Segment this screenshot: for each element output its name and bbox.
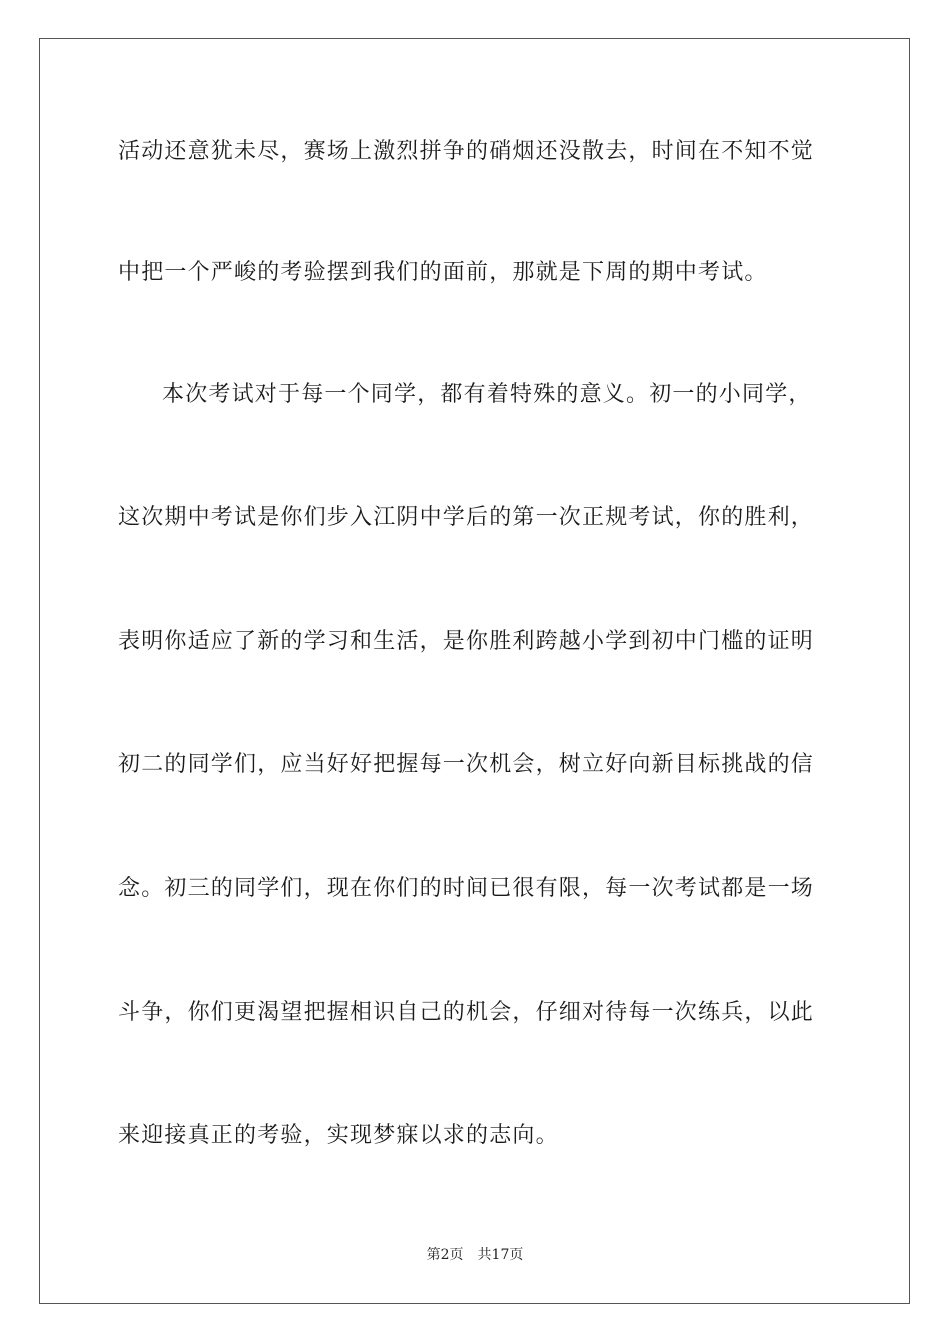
- paragraph-line-3: 本次考试对于每一个同学，都有着特殊的意义。初一的小同学，: [162, 382, 812, 407]
- paragraph-line-7: 念。初三的同学们，现在你们的时间已很有限，每一次考试都是一场: [118, 876, 815, 901]
- page-border: [39, 38, 910, 1304]
- page-number: 第2页: [426, 1247, 464, 1263]
- paragraph-line-8: 斗争，你们更渴望把握相识自己的机会，仔细对待每一次练兵，以此: [118, 1000, 815, 1025]
- paragraph-line-2: 中把一个严峻的考验摆到我们的面前，那就是下周的期中考试。: [118, 260, 768, 285]
- paragraph-line-6: 初二的同学们，应当好好把握每一次机会，树立好向新目标挑战的信: [118, 752, 815, 777]
- paragraph-line-1: 活动还意犹未尽，赛场上激烈拼争的硝烟还没散去，时间在不知不觉: [118, 139, 815, 164]
- paragraph-line-4: 这次期中考试是你们步入江阴中学后的第一次正规考试，你的胜利，: [118, 505, 815, 530]
- page-footer: [0, 1246, 950, 1264]
- paragraph-line-9: 来迎接真正的考验，实现梦寐以求的志向。: [118, 1123, 559, 1148]
- paragraph-line-5: 表明你适应了新的学习和生活，是你胜利跨越小学到初中门槛的证明: [118, 629, 815, 654]
- page-total: 共17页: [477, 1247, 524, 1263]
